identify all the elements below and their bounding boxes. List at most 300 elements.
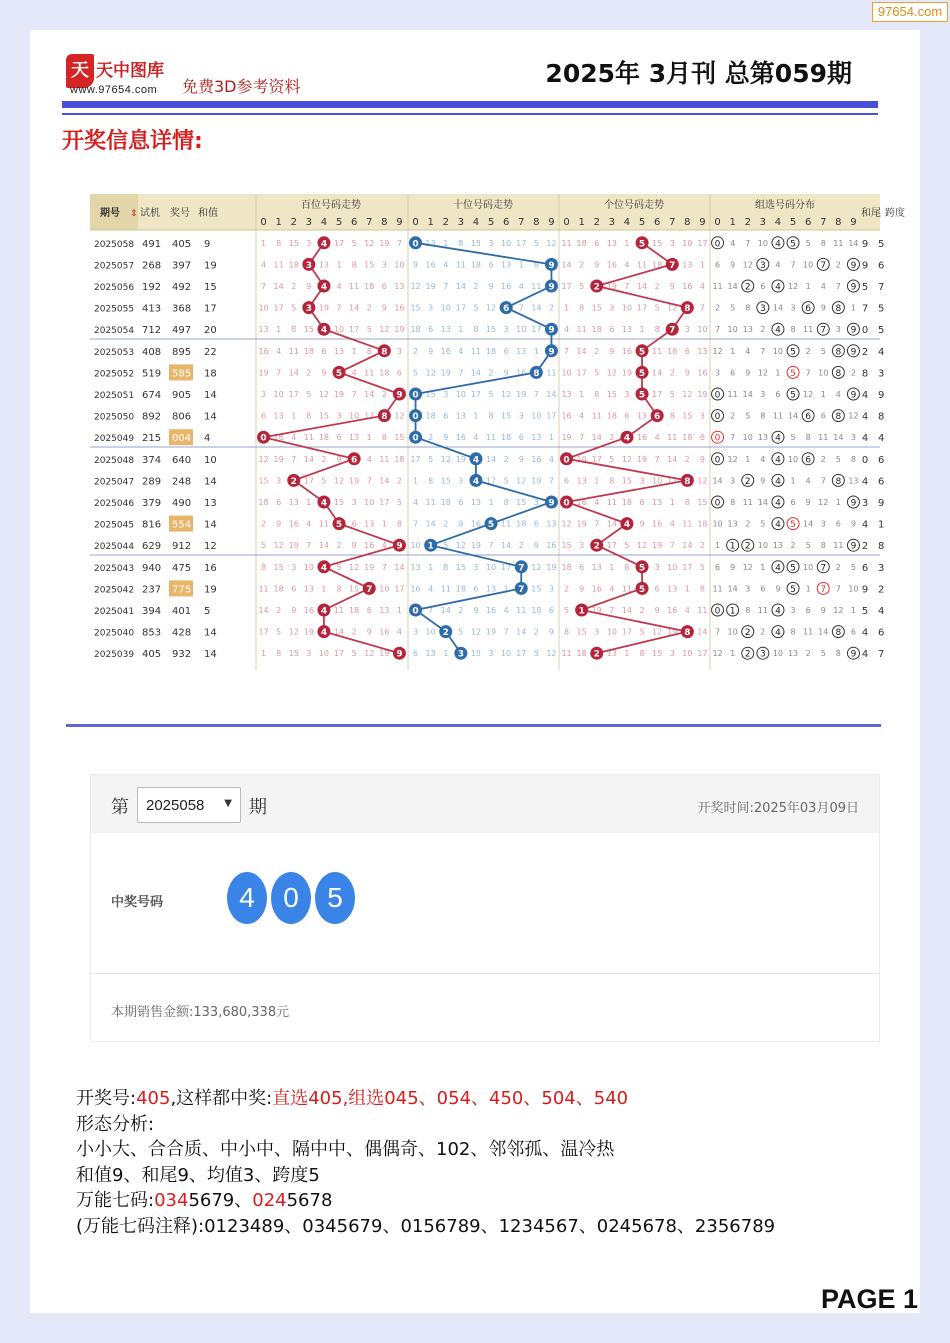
omission-value: 2 [443,519,449,529]
group-omission-value: 10 [757,238,768,248]
omission-value: 8 [443,562,449,572]
omission-value: 15 [394,433,405,443]
draw-divider [91,973,879,974]
group-omission-value: 2 [790,541,796,551]
group-ball-digit: 9 [850,541,857,552]
prize-cell: 368 [172,303,192,315]
omission-value: 5 [276,627,282,637]
sum-cell: 13 [204,498,217,509]
omission-value: 15 [318,411,330,421]
omission-value: 4 [261,260,267,270]
omission-value: 11 [425,498,436,507]
digit-header: 5 [335,217,343,228]
group-omission-value: 3 [835,325,841,335]
digit-header: 9 [850,217,857,228]
omission-value: 13 [546,519,557,529]
sum-analysis: 和值9、和尾9、均值3、跨度5 [76,1164,320,1186]
sum-cell: 10 [204,454,217,466]
omission-value: 18 [440,498,451,507]
omission-value: 13 [394,282,405,291]
trial-header: 试机 [140,208,160,219]
group-omission-value: 5 [745,411,751,421]
sum-tail-cell: 6 [861,562,869,574]
omission-value: 10 [379,584,390,594]
omission-value: 9 [518,454,524,464]
omission-value: 10 [501,238,512,248]
omission-value: 16 [682,282,693,291]
group-omission-value: 10 [803,562,814,572]
group-omission-value: 9 [760,476,766,486]
omission-value: 18 [318,433,330,443]
omission-value: 13 [576,476,587,486]
digit-header: 3 [759,217,767,228]
trend-ball-digit: 6 [503,304,510,315]
sum-cell: 18 [204,368,217,380]
group-omission-value: 8 [790,627,796,637]
omission-value: 7 [669,541,675,551]
span-cell: 5 [878,238,885,250]
group-omission-value: 3 [790,606,796,615]
group-ball-digit: 3 [759,649,766,660]
omission-value: 6 [336,433,342,443]
sum-cell: 4 [204,433,211,445]
omission-value: 8 [428,476,434,486]
omission-value: 16 [364,541,375,551]
sum-cell: 17 [204,303,217,315]
omission-value: 4 [396,627,402,637]
omission-value: 7 [381,562,387,572]
omission-value: 9 [533,541,539,551]
omission-value: 19 [288,541,299,551]
omission-value: 13 [440,325,451,335]
trial-cell: 413 [142,303,162,315]
seven-code-b-rest: 245678 [263,1190,333,1211]
omission-value: 9 [654,606,660,615]
omission-value: 8 [654,325,660,335]
digit-header: 8 [684,217,691,228]
omission-value: 1 [609,562,615,572]
omission-value: 4 [699,282,705,291]
omission-value: 6 [654,584,660,594]
omission-value: 12 [546,649,557,659]
omission-value: 13 [531,433,542,443]
group-omission-value: 10 [772,649,784,659]
omission-value: 7 [488,541,494,551]
omission-value: 6 [624,411,630,421]
group-omission-value: 6 [820,411,826,421]
omission-value: 5 [413,368,419,378]
group-omission-value: 3 [850,433,856,443]
period-select-value: 2025058 [146,797,205,814]
group-ball-digit: 9 [850,260,857,271]
pattern-title: 形态分析: [76,1113,155,1135]
trend-ball-digit: 5 [335,520,343,531]
omission-value: 13 [349,433,360,443]
omission-value: 11 [501,519,512,529]
group-omission-value: 8 [850,454,856,464]
group-omission-value: 9 [730,562,736,572]
digit-header: 7 [366,217,373,228]
group-ball-digit: 9 [850,325,857,336]
trial-cell: 268 [142,260,162,272]
omission-value: 9 [594,260,600,270]
omission-value: 3 [306,238,312,248]
group-omission-value: 8 [790,325,796,335]
omission-value: 12 [333,476,345,486]
trial-cell: 892 [142,411,162,423]
omission-value: 12 [364,649,375,659]
omission-value: 1 [321,584,327,594]
omission-value: 12 [258,454,269,464]
omission-value: 19 [606,282,617,291]
omission-value: 12 [546,238,557,248]
omission-value: 19 [591,606,602,615]
omission-value: 10 [303,562,314,572]
group-ball-digit: 0 [714,390,721,401]
omission-value: 5 [458,627,464,637]
omission-value: 6 [321,346,327,356]
omission-value: 7 [699,303,705,313]
group-ball-digit: 8 [835,628,842,639]
trend-ball-digit: 0 [563,455,570,466]
group-omission-value: 13 [757,433,768,443]
omission-value: 3 [473,562,479,572]
group-ball-digit: 5 [790,563,796,574]
trend-ball-digit: 6 [654,412,661,423]
omission-value: 17 [470,390,482,399]
omission-value: 7 [413,519,419,529]
prize-cell: 248 [172,476,192,488]
omission-value: 12 [516,476,527,486]
winning-number-label: 中奖号码 [111,895,164,910]
group-omission-value: 1 [775,368,781,378]
prize-cell: 554 [172,519,192,531]
omission-value: 17 [606,541,617,551]
digit-header: 6 [653,217,661,228]
trend-ball-digit: 5 [638,347,646,358]
omission-value: 18 [606,411,617,421]
omission-value: 2 [579,260,585,270]
omission-value: 1 [533,346,539,356]
period-cell: 2025045 [94,520,135,531]
omission-value: 18 [273,584,284,594]
omission-value: 3 [291,562,297,572]
period-select[interactable] [137,787,241,823]
omission-value: 8 [276,649,282,659]
omission-value: 14 [440,606,451,615]
tens-header: 十位号码走势 [453,200,513,211]
omission-value: 19 [318,303,330,313]
digit-header: 8 [533,217,540,228]
omission-value: 5 [609,454,615,464]
omission-value: 6 [609,325,615,335]
period-cell: 2025051 [94,391,135,401]
omission-value: 12 [288,627,299,637]
slogan: 免费3D参考资料 [182,77,301,96]
omission-value: 18 [621,498,633,507]
omission-value: 8 [276,238,282,248]
omission-value: 15 [485,325,497,335]
omission-value: 6 [639,498,645,507]
group-omission-value: 2 [835,562,841,572]
omission-value: 5 [488,390,494,399]
omission-value: 11 [318,519,330,529]
omission-value: 12 [318,390,330,399]
digit-header: 6 [502,217,510,228]
omission-value: 10 [318,649,330,659]
omission-value: 17 [621,627,633,637]
omission-value: 11 [303,433,314,443]
omission-value: 17 [379,498,390,507]
omission-value: 16 [379,627,390,637]
omission-value: 17 [501,562,512,572]
logo-url: www.97654.com [70,84,158,96]
group-omission-value: 12 [818,498,829,507]
digit-header: 5 [487,217,495,228]
digit-header: 7 [669,217,676,228]
group-omission-value: 13 [848,476,859,486]
omission-value: 4 [413,498,419,507]
omission-value: 14 [546,390,557,399]
omission-value: 19 [697,390,708,399]
trend-ball-digit: 4 [623,433,631,444]
group-ball-digit: 4 [775,282,781,293]
omission-value: 18 [682,433,693,443]
trend-ball-digit: 9 [548,282,555,293]
prize-cell: 912 [172,541,192,553]
omission-value: 19 [303,627,314,637]
omission-value: 8 [699,584,705,594]
digit-header: 4 [320,217,328,228]
omission-value: 14 [394,562,405,572]
omission-value: 5 [654,303,660,313]
span-header: 跨度 [885,208,905,219]
omission-value: 19 [440,368,451,378]
omission-value: 17 [561,282,572,291]
omission-value: 14 [606,519,617,529]
group-ball-digit: 5 [790,347,796,358]
sum-cell: 14 [204,390,217,401]
trend-ball-digit: 9 [548,260,555,271]
group-omission-value: 5 [820,649,826,659]
span-cell: 6 [878,260,885,272]
omission-value: 15 [288,238,299,248]
group-omission-value: 2 [820,454,826,464]
omission-value: 1 [639,325,645,335]
trend-ball-digit: 7 [518,584,525,595]
omission-value: 11 [561,238,572,248]
omission-value: 8 [533,260,539,270]
group-omission-value: 1 [730,346,736,356]
omission-value: 1 [579,390,585,399]
period-cell: 2025043 [94,563,135,574]
group-omission-value: 7 [715,627,721,637]
prize-cell: 004 [172,433,192,445]
group-omission-value: 12 [787,282,799,291]
omission-value: 10 [273,390,284,399]
group-omission-value: 6 [760,282,766,291]
omission-value: 17 [591,454,602,464]
omission-value: 14 [485,454,497,464]
omission-value: 13 [410,562,421,572]
group-ball-digit: 7 [820,563,827,574]
omission-value: 2 [473,282,479,291]
group-ball-digit: 3 [759,304,766,315]
omission-value: 2 [503,454,509,464]
group-ball-digit: 9 [850,649,857,660]
omission-value: 10 [576,454,587,464]
header-rule-thin [62,113,878,115]
omission-value: 9 [579,584,585,594]
omission-value: 2 [518,541,524,551]
omission-value: 12 [621,454,633,464]
omission-value: 16 [531,454,542,464]
span-cell: 4 [878,433,885,445]
group-omission-value: 3 [715,368,721,378]
omission-value: 11 [516,606,527,615]
omission-value: 19 [364,562,375,572]
omission-value: 7 [503,627,509,637]
period-suffix-label: 期 [249,797,267,818]
omission-value: 15 [516,498,527,507]
group-omission-value: 7 [820,476,826,486]
group-omission-value: 5 [805,238,811,248]
seven-code-a-rest: 345679 [165,1190,235,1211]
trend-ball-digit: 1 [427,541,434,552]
omission-value: 6 [291,584,297,594]
group-omission-value: 9 [775,584,781,594]
omission-value: 10 [501,649,512,659]
omission-value: 13 [561,390,572,399]
omission-value: 10 [425,627,436,637]
group-omission-value: 4 [775,260,781,270]
digit-header: 5 [789,217,797,228]
group-omission-value: 14 [727,584,738,594]
omission-value: 12 [667,303,678,313]
winning-ball: 5 [315,872,355,924]
caret-down-icon: ▼ [224,798,232,809]
omission-value: 18 [349,606,360,615]
group-omission-value: 1 [715,541,721,551]
sum-tail-cell: 4 [861,390,869,401]
omission-value: 7 [458,368,464,378]
omission-value: 9 [336,454,342,464]
span-cell: 4 [878,606,885,617]
omission-value: 9 [473,606,479,615]
omission-value: 18 [303,346,314,356]
logo-mark: 天 [66,54,94,88]
omission-value: 14 [349,303,360,313]
omission-value: 16 [636,433,648,443]
omission-value: 11 [652,346,663,356]
omission-value: 4 [291,433,297,443]
sum-tail-cell: 0 [861,454,869,466]
omission-value: 6 [276,498,282,507]
omission-value: 10 [440,303,451,313]
omission-value: 4 [609,584,615,594]
omission-value: 18 [501,433,512,443]
digit-header: 3 [305,217,313,228]
omission-value: 13 [501,260,512,270]
group-omission-value: 10 [848,584,859,594]
sum-cell: 14 [204,476,217,488]
omission-value: 7 [351,390,357,399]
trend-ball-digit: 9 [548,498,555,509]
omission-value: 10 [349,411,360,421]
omission-value: 17 [333,238,345,248]
omission-value: 15 [440,476,451,486]
omission-value: 17 [652,390,663,399]
omission-value: 13 [516,346,527,356]
trend-ball-digit: 3 [305,260,312,271]
group-omission-value: 14 [848,238,859,248]
prize-cell: 397 [172,260,192,272]
omission-value: 19 [531,476,542,486]
span-cell: 6 [878,476,885,488]
group-omission-value: 1 [805,282,811,291]
omission-value: 9 [488,282,494,291]
sum-tail-cell: 3 [861,498,869,509]
prize-cell: 932 [172,649,192,661]
omission-value: 10 [258,303,269,313]
omission-value: 5 [533,238,539,248]
omission-value: 4 [276,346,282,356]
omission-value: 6 [443,411,449,421]
omission-value: 6 [488,260,494,270]
group-omission-value: 14 [787,411,799,421]
group-omission-value: 2 [745,519,751,529]
omission-value: 4 [594,498,600,507]
span-cell: 3 [878,562,885,574]
group-omission-value: 14 [757,498,768,507]
omission-value: 6 [473,584,479,594]
omission-value: 2 [336,541,342,551]
omission-value: 14 [470,368,482,378]
omission-value: 5 [366,325,372,335]
trial-cell: 405 [142,649,162,661]
omission-value: 19 [561,433,572,443]
omission-value: 8 [306,411,312,421]
sum-cell: 20 [204,325,217,337]
omission-value: 17 [682,562,693,572]
omission-value: 13 [621,325,633,335]
omission-value: 13 [606,649,617,659]
digit-header: 1 [275,217,282,228]
trend-ball-digit: 7 [669,325,676,336]
omission-value: 4 [548,454,554,464]
omission-value: 6 [428,325,434,335]
omission-value: 15 [258,476,269,486]
sum-cell: 19 [204,584,217,596]
period-cell: 2025050 [94,412,135,423]
sum-tail-cell: 4 [861,476,869,488]
trend-ball-digit: 2 [442,628,449,639]
group-ball-digit: 7 [820,584,827,595]
omission-value: 11 [591,411,602,421]
omission-value: 16 [288,519,299,529]
group-omission-value: 10 [803,260,814,270]
omission-value: 8 [594,390,600,399]
omission-value: 17 [455,303,466,313]
omission-value: 18 [485,346,497,356]
omission-value: 18 [561,562,572,572]
group-omission-value: 13 [727,519,738,529]
omission-value: 2 [533,627,539,637]
omission-value: 19 [258,368,269,378]
prize-header: 奖号 [170,208,190,219]
group-omission-value: 12 [833,606,844,615]
omission-value: 11 [440,584,451,594]
